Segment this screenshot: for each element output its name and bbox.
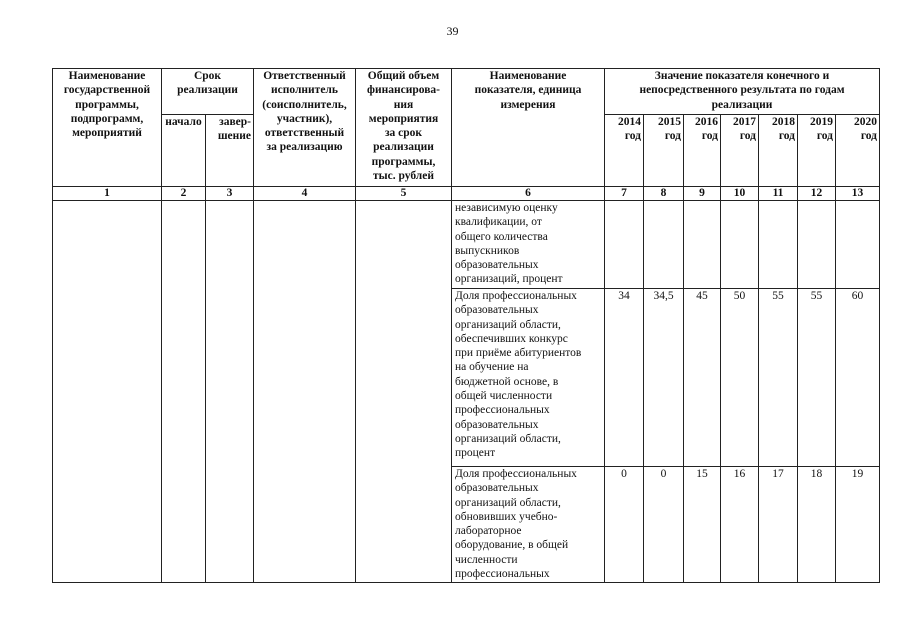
indicator-line: на обучение на bbox=[455, 361, 529, 374]
page-number: 39 bbox=[446, 24, 459, 38]
value-cell bbox=[798, 201, 836, 289]
empty-cell bbox=[206, 201, 254, 289]
column-number: 12 bbox=[798, 187, 836, 201]
indicator-line: образовательных bbox=[455, 418, 539, 431]
value-cell: 55 bbox=[798, 289, 836, 467]
empty-cell bbox=[162, 467, 206, 583]
indicator-line: бюджетной основе, в bbox=[455, 375, 559, 388]
indicator-line: Доля профессиональных bbox=[455, 468, 577, 480]
empty-cell bbox=[162, 289, 206, 467]
indicator-line: образовательных bbox=[455, 259, 539, 272]
indicator-line: процент bbox=[455, 447, 496, 460]
header-year-2016: 2016 год bbox=[684, 115, 721, 187]
table-row bbox=[53, 467, 880, 583]
empty-cell bbox=[356, 201, 452, 289]
empty-cell bbox=[206, 289, 254, 467]
indicator-line: общей численности bbox=[455, 390, 553, 403]
value-cell bbox=[759, 201, 798, 289]
header-year-2018: 2018 год bbox=[759, 115, 798, 187]
empty-cell bbox=[53, 289, 162, 467]
indicator-line: организаций области, bbox=[455, 318, 561, 331]
value-cell: 17 bbox=[759, 467, 798, 583]
column-number: 1 bbox=[53, 187, 162, 201]
column-number: 6 bbox=[452, 187, 605, 201]
empty-cell bbox=[254, 201, 356, 289]
column-number: 7 bbox=[605, 187, 644, 201]
header-year-2019: 2019 год bbox=[798, 115, 836, 187]
indicator-line: образовательных bbox=[455, 482, 539, 495]
value-cell bbox=[605, 201, 644, 289]
indicator-line: независимую оценку bbox=[455, 202, 558, 214]
indicator-line: оборудование, в общей bbox=[455, 539, 569, 552]
indicator-line: профессиональных bbox=[455, 404, 550, 417]
header-responsible: Ответственный исполнитель (соисполнитель, участник), ответственный за реализацию bbox=[254, 69, 356, 187]
value-cell bbox=[684, 201, 721, 289]
indicator-line: образовательных bbox=[455, 304, 539, 317]
indicator-line: общего количества bbox=[455, 230, 548, 243]
indicator-line: организаций области, bbox=[455, 496, 561, 509]
indicator-line: организаций, процент bbox=[455, 273, 563, 286]
empty-cell bbox=[53, 467, 162, 583]
header-values: Значение показателя конечного и непосредственного результата по годам реализации bbox=[605, 69, 880, 115]
column-number: 9 bbox=[684, 187, 721, 201]
header-indicator: Наименование показателя, единица измерения bbox=[452, 69, 605, 187]
indicator-line: профессиональных bbox=[455, 568, 550, 581]
column-number: 3 bbox=[206, 187, 254, 201]
table-row bbox=[53, 289, 880, 467]
column-number: 2 bbox=[162, 187, 206, 201]
empty-cell bbox=[254, 467, 356, 583]
header-start: начало bbox=[162, 115, 206, 187]
empty-cell bbox=[53, 201, 162, 289]
indicator-line: численности bbox=[455, 553, 518, 566]
indicator-cell bbox=[452, 289, 605, 467]
indicator-line: обеспечивших конкурс bbox=[455, 332, 568, 345]
indicator-line: при приёме абитуриентов bbox=[455, 347, 582, 360]
column-number: 5 bbox=[356, 187, 452, 201]
indicator-line: выпускников bbox=[455, 244, 520, 257]
header-program-name: Наименование государственной программы, подпрограмм, мероприятий bbox=[53, 69, 162, 187]
column-number: 13 bbox=[836, 187, 880, 201]
empty-cell bbox=[206, 467, 254, 583]
indicator-cell bbox=[452, 467, 605, 583]
column-number: 10 bbox=[721, 187, 759, 201]
value-cell: 15 bbox=[684, 467, 721, 583]
header-year-2017: 2017 год bbox=[721, 115, 759, 187]
value-cell: 34,5 bbox=[644, 289, 684, 467]
value-cell: 16 bbox=[721, 467, 759, 583]
header-end: завер- шение bbox=[206, 115, 254, 187]
value-cell bbox=[836, 201, 880, 289]
value-cell bbox=[644, 201, 684, 289]
value-cell: 45 bbox=[684, 289, 721, 467]
header-year-2020: 2020 год bbox=[836, 115, 880, 187]
value-cell: 19 bbox=[836, 467, 880, 583]
indicator-line: Доля профессиональных bbox=[455, 290, 577, 302]
empty-cell bbox=[162, 201, 206, 289]
header-year-2014: 2014 год bbox=[605, 115, 644, 187]
header-year-2015: 2015 год bbox=[644, 115, 684, 187]
indicator-cell bbox=[452, 201, 605, 289]
empty-cell bbox=[356, 289, 452, 467]
value-cell: 18 bbox=[798, 467, 836, 583]
empty-cell bbox=[254, 289, 356, 467]
value-cell: 55 bbox=[759, 289, 798, 467]
header-term: Срок реализации bbox=[162, 69, 254, 115]
column-number: 11 bbox=[759, 187, 798, 201]
indicator-line: лабораторное bbox=[455, 525, 522, 538]
indicators-table bbox=[52, 68, 880, 583]
header-financing: Общий объем финансирова- ния мероприятия за срок реализации программы, тыс. рублей bbox=[356, 69, 452, 187]
value-cell bbox=[721, 201, 759, 289]
empty-cell bbox=[356, 467, 452, 583]
indicator-line: организаций области, bbox=[455, 432, 561, 445]
value-cell: 0 bbox=[605, 467, 644, 583]
column-number: 4 bbox=[254, 187, 356, 201]
table-row bbox=[53, 201, 880, 289]
value-cell: 34 bbox=[605, 289, 644, 467]
value-cell: 0 bbox=[644, 467, 684, 583]
value-cell: 60 bbox=[836, 289, 880, 467]
indicator-line: обновивших учебно- bbox=[455, 510, 558, 523]
indicator-line: квалификации, от bbox=[455, 216, 542, 229]
column-number: 8 bbox=[644, 187, 684, 201]
value-cell: 50 bbox=[721, 289, 759, 467]
